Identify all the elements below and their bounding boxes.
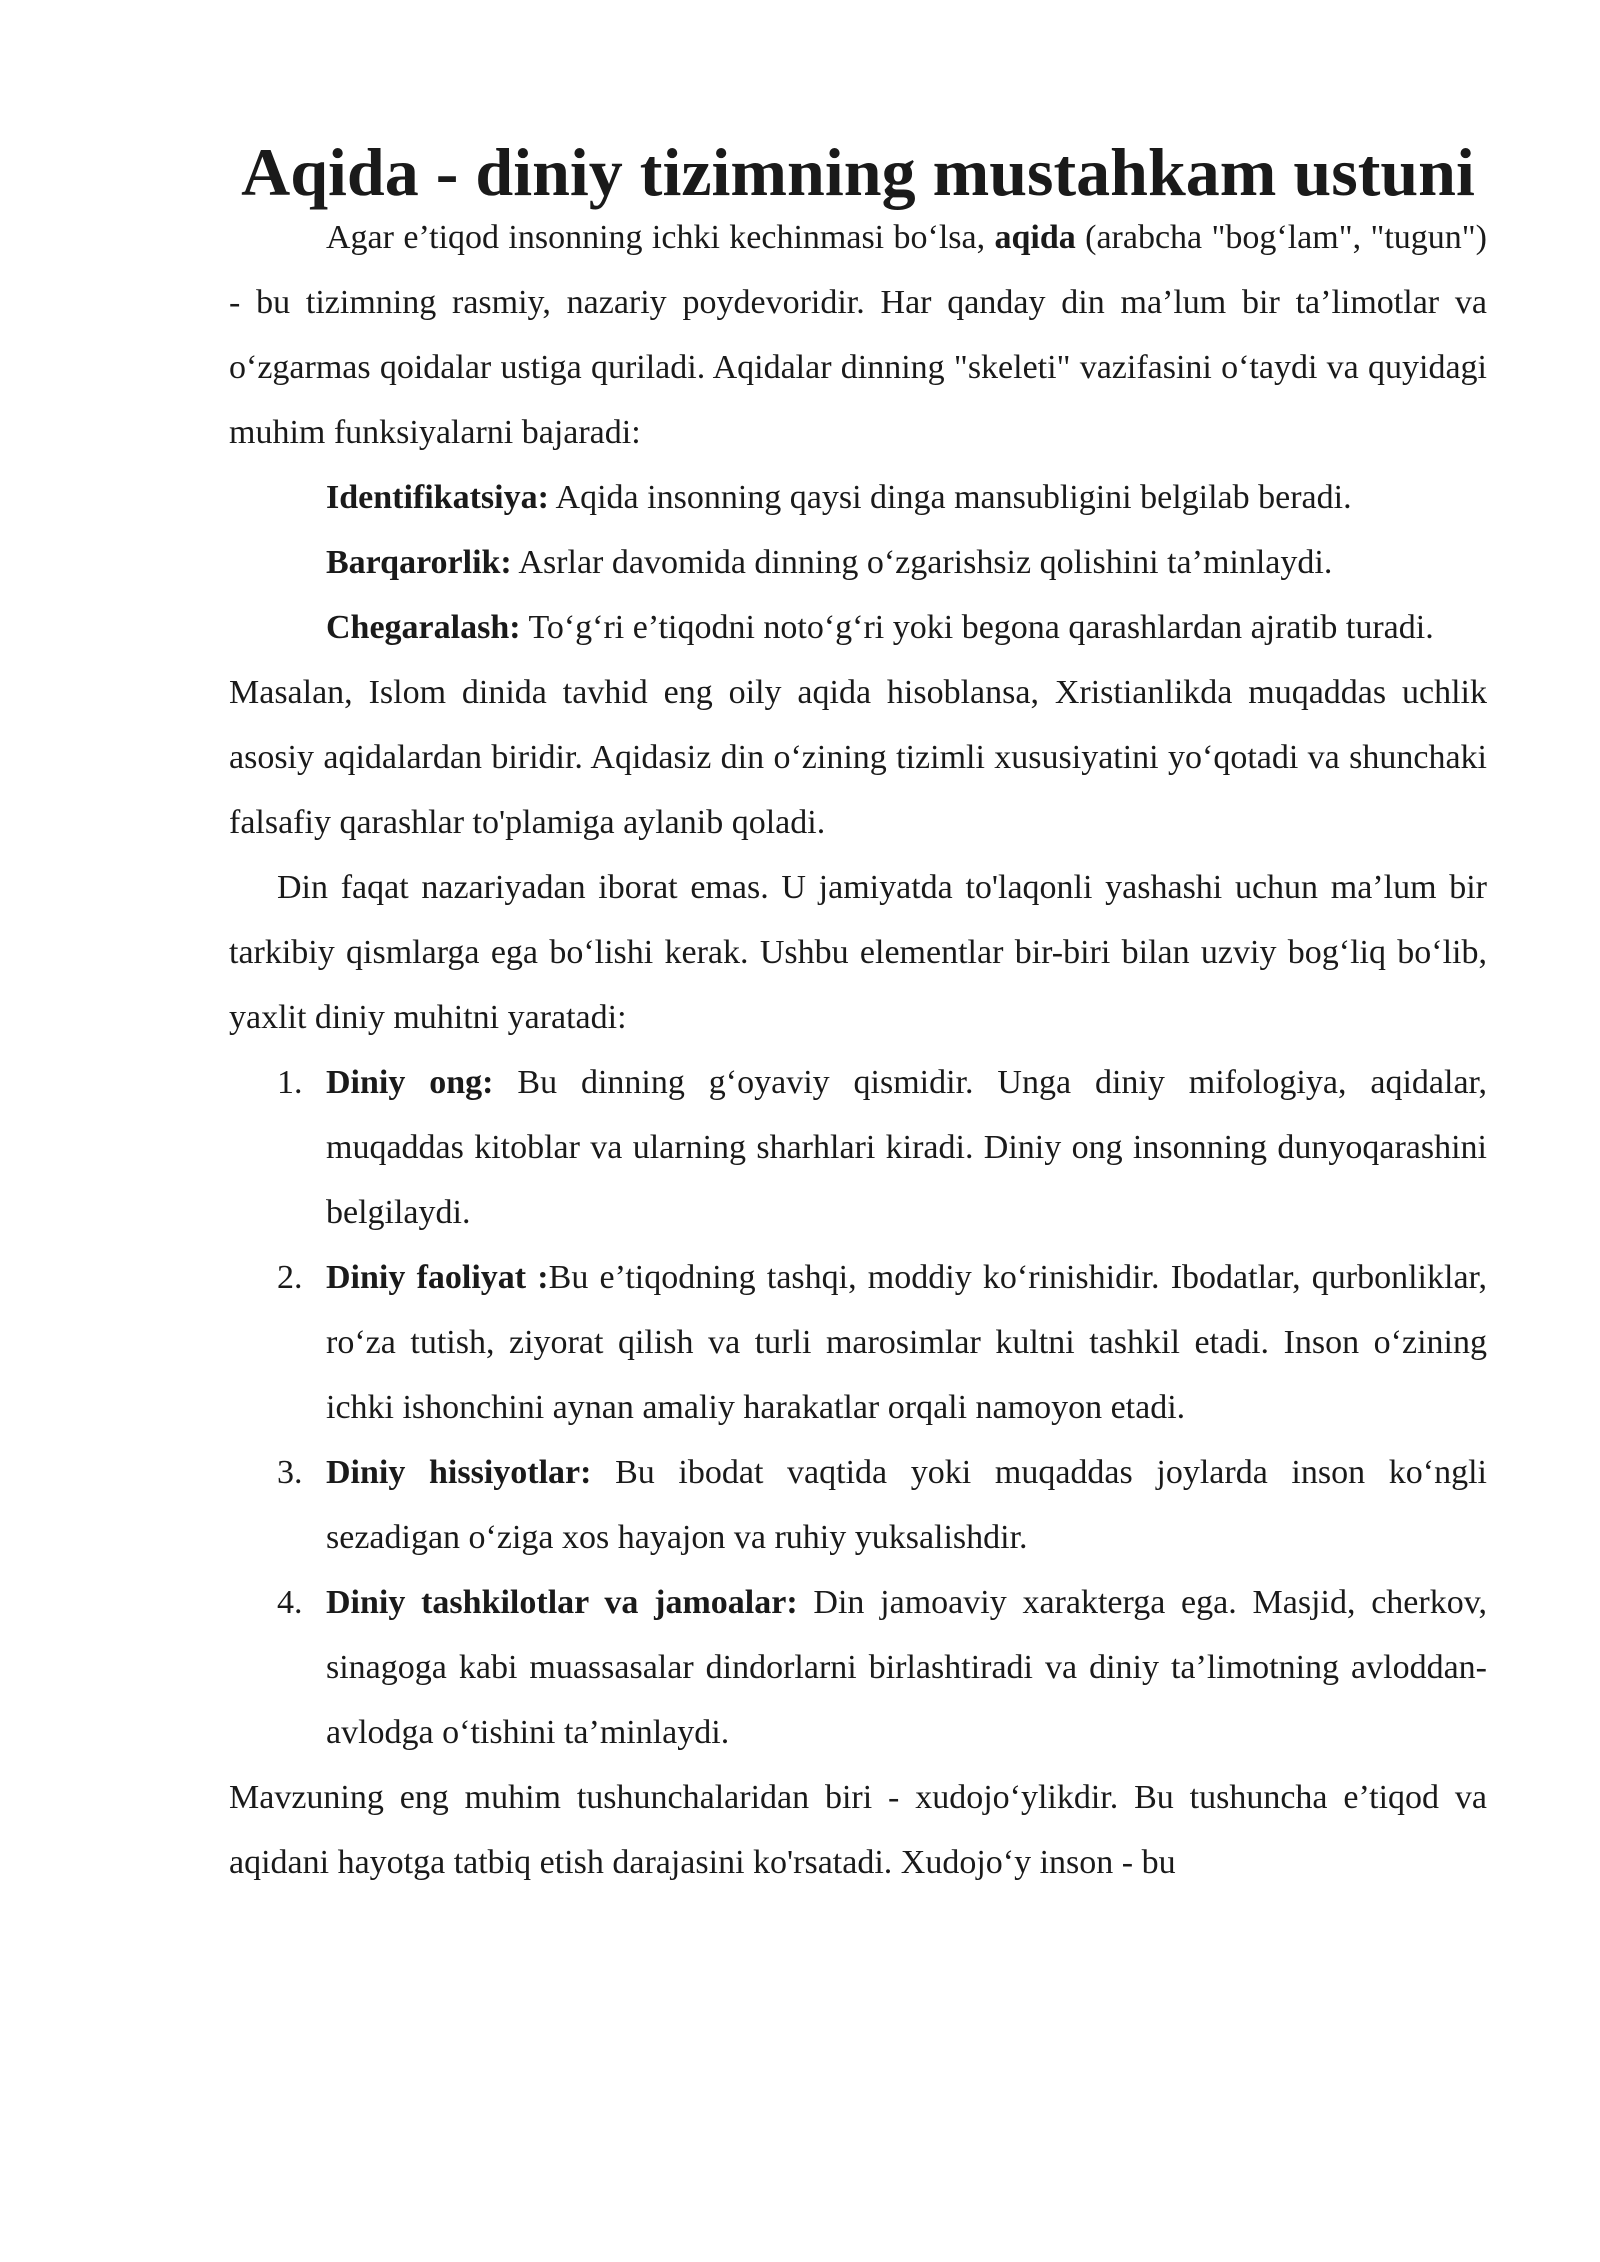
function-term: Barqarorlik:	[326, 544, 512, 581]
list-number: 1.	[277, 1064, 303, 1101]
function-item-stability	[326, 530, 1487, 595]
function-term: Chegaralash:	[326, 609, 521, 646]
function-term: Identifikatsiya:	[326, 479, 549, 516]
function-item-identification	[326, 465, 1487, 530]
document-title: Aqida - diniy tizimning mustahkam ustuni	[241, 134, 1475, 210]
list-item-term: Diniy tashkilotlar va jamoalar:	[326, 1584, 798, 1621]
list-item-text: Bu e’tiqodning tashqi, moddiy ko‘rinishidir. Ibodatlar, qurbonliklar, ro‘za tutish, ziyorat qilish va turli marosimlar kultni tashkil etadi. Inson o‘zining ichki ishonchini aynan amaliy harakatlar orqali namoyon etadi.	[326, 1259, 1487, 1426]
intro-text-end: (arabcha "bog‘lam", "tugun") - bu tizimning rasmiy, nazariy poydevoridir. Har qanday din ma’lum bir ta’limotlar va o‘zgarmas qoidalar ustiga quriladi. Aqidalar dinning "skeleti" vazifasini o‘taydi va quyidagi muhim funksiyalarni bajaradi:	[229, 219, 1487, 451]
list-item-religious-activity	[229, 1245, 1487, 1440]
document-body	[229, 134, 1487, 1895]
list-item-term: Diniy faoliyat :	[326, 1259, 549, 1296]
list-number: 4.	[277, 1584, 303, 1621]
structure-paragraph: Din faqat nazariyadan iborat emas. U jamiyatda to'laqonli yashashi uchun ma’lum bir tarkibiy qismlarga ega bo‘lishi kerak. Ushbu elementlar bir-biri bilan uzviy bog‘liq bo‘lib, yaxlit diniy muhitni yaratadi:	[229, 869, 1487, 1036]
list-item-religious-organizations	[229, 1570, 1487, 1765]
list-item-religious-feelings	[229, 1440, 1487, 1570]
intro-paragraph	[229, 205, 1487, 465]
example-paragraph: Masalan, Islom dinida tavhid eng oily aqida hisoblansa, Xristianlikda muqaddas uchlik asosiy aqidalardan biridir. Aqidasiz din o‘zining tizimli xususiyatini yo‘qotadi va shunchaki falsafiy qarashlar to'plamiga aylanib qoladi.	[229, 674, 1487, 841]
list-item-term: Diniy ong:	[326, 1064, 494, 1101]
functions-list	[229, 465, 1487, 660]
list-item-religious-consciousness	[229, 1050, 1487, 1245]
function-text: Aqida insonning qaysi dinga mansubligini belgilab beradi.	[548, 479, 1352, 516]
function-text: To‘g‘ri e’tiqodni noto‘g‘ri yoki begona qarashlardan ajratib turadi.	[520, 609, 1434, 646]
closing-paragraph: Mavzuning eng muhim tushunchalaridan biri - xudojo‘ylikdir. Bu tushuncha e’tiqod va aqidani hayotga tatbiq etish darajasini ko'rsatadi. Xudojo‘y inson - bu	[229, 1779, 1487, 1881]
list-item-text: Bu dinning g‘oyaviy qismidir. Unga diniy mifologiya, aqidalar, muqaddas kitoblar va ularning sharhlari kiradi. Diniy ong insonning dunyoqarashini belgilaydi.	[326, 1064, 1487, 1231]
list-number: 3.	[277, 1454, 303, 1491]
list-item-term: Diniy hissiyotlar:	[326, 1454, 592, 1491]
intro-text-start: Agar e’tiqod insonning ichki kechinmasi bo‘lsa,	[326, 219, 995, 256]
list-item-text: Din jamoaviy xarakterga ega. Masjid, cherkov, sinagoga kabi muassasalar dindorlarni birlashtiradi va diniy ta’limotning avloddan-avlodga o‘tishini ta’minlaydi.	[326, 1584, 1487, 1751]
function-item-delimitation	[326, 595, 1487, 660]
list-number: 2.	[277, 1259, 303, 1296]
list-item-text: Bu ibodat vaqtida yoki muqaddas joylarda inson ko‘ngli sezadigan o‘ziga xos hayajon va ruhiy yuksalishdir.	[326, 1454, 1487, 1556]
function-text: Asrlar davomida dinning o‘zgarishsiz qolishini ta’minlaydi.	[511, 544, 1333, 581]
religion-parts-list	[229, 1050, 1487, 1765]
intro-term-aqida: aqida	[994, 219, 1076, 256]
